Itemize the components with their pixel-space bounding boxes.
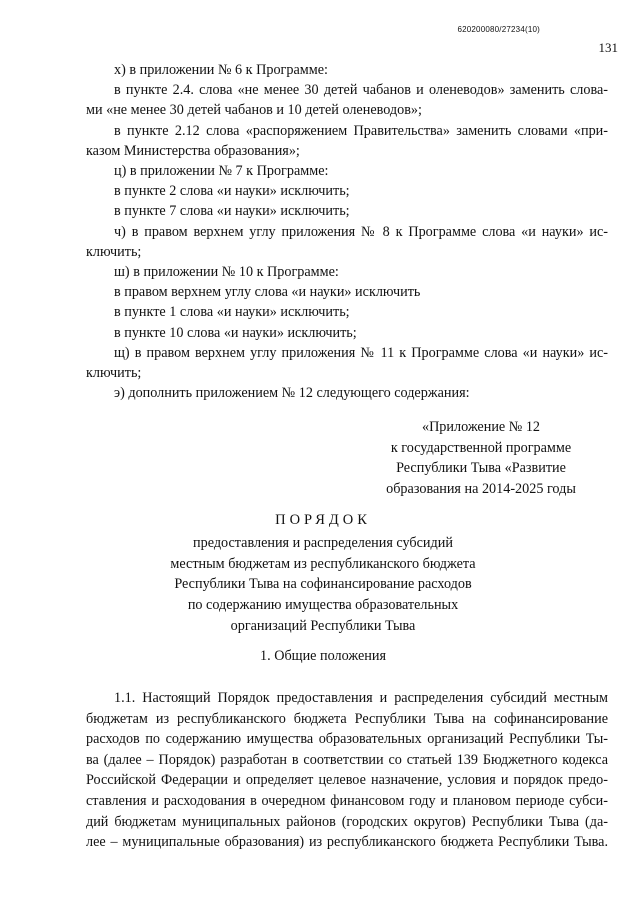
title-subline: организаций Республики Тыва bbox=[230, 617, 416, 634]
text-line: в пункте 2.12 слова «распоряжением Правительства» заменить словами «при- bbox=[114, 122, 608, 139]
text-line: э) дополнить приложением № 12 следующего содержания: bbox=[114, 385, 470, 402]
text-line: в пункте 1 слова «и науки» исключить; bbox=[114, 304, 350, 321]
page-number: 131 bbox=[598, 40, 618, 55]
document-title bbox=[86, 510, 560, 637]
text-line: ц) в приложении № 7 к Программе: bbox=[114, 163, 329, 180]
paragraph-line: 1.1. Настоящий Порядок предоставления и распределения субсидий местным bbox=[114, 690, 608, 706]
paragraph-line: бюджетам из республиканского бюджета Республики Тыва на софинансирование bbox=[86, 710, 608, 727]
text-line: казом Министерства образования»; bbox=[86, 142, 300, 159]
text-line: щ) в правом верхнем углу приложения № 11 к Программе слова «и науки» ис- bbox=[114, 344, 608, 361]
paragraph-line: Российской Федерации и определяет целевое назначение, условия и порядок предо- bbox=[86, 772, 608, 789]
text-line: х) в приложении № 6 к Программе: bbox=[114, 62, 328, 78]
paragraph-line: дий бюджетам муниципальных районов (городских округов) Республики Тыва (да- bbox=[86, 813, 608, 830]
paragraph-1-1 bbox=[86, 688, 608, 853]
appendix-line: «Приложение № 12 bbox=[421, 419, 541, 435]
text-line: ш) в приложении № 10 к Программе: bbox=[114, 264, 339, 281]
text-line: в правом верхнем углу слова «и науки» исключить bbox=[114, 284, 421, 301]
paragraph-line: лее – муниципальные образования) из республиканского бюджета Республики Тыва. bbox=[86, 834, 608, 851]
appendix-line: образования на 2014-2025 годы bbox=[386, 480, 576, 497]
text-line: в пункте 2.4. слова «не менее 30 детей чабанов и оленеводов» заменить слова- bbox=[114, 82, 608, 99]
title-main: ПОРЯДОК bbox=[275, 512, 371, 528]
paragraph-line: расходов по содержанию имущества образовательных организаций Республики Ты- bbox=[86, 731, 608, 748]
text-line: в пункте 7 слова «и науки» исключить; bbox=[114, 203, 350, 220]
document-code: 620200080/27234(10) bbox=[457, 25, 540, 34]
text-line: ми «не менее 30 детей чабанов и 10 детей оленеводов»; bbox=[86, 102, 422, 119]
title-subline: предоставления и распределения субсидий bbox=[193, 534, 453, 551]
paragraph-line: ва (далее – Порядок) разработан в соответствии со статьей 139 Бюджетного кодекса bbox=[86, 751, 608, 768]
appendix-line: Республики Тыва «Развитие bbox=[396, 460, 566, 477]
title-subline: местным бюджетам из республиканского бюджета bbox=[170, 555, 476, 572]
text-line: ч) в правом верхнем углу приложения № 8 к Программе слова «и науки» ис- bbox=[114, 223, 608, 240]
section-heading: 1. Общие положения bbox=[260, 648, 386, 664]
paragraph-line: ставления и расходования в очередном финансовом году и плановом периоде субси- bbox=[86, 792, 608, 809]
appendix-line: к государственной программе bbox=[390, 439, 572, 456]
text-line: в пункте 10 слова «и науки» исключить; bbox=[114, 324, 357, 341]
text-line: в пункте 2 слова «и науки» исключить; bbox=[114, 183, 350, 200]
text-line: ключить; bbox=[86, 365, 142, 382]
text-line: ключить; bbox=[86, 243, 142, 260]
amendments-list bbox=[86, 60, 608, 403]
title-subline: по содержанию имущества образовательных bbox=[187, 597, 459, 614]
title-subline: Республики Тыва на софинансирование расходов bbox=[174, 576, 472, 593]
appendix-heading bbox=[376, 417, 586, 499]
